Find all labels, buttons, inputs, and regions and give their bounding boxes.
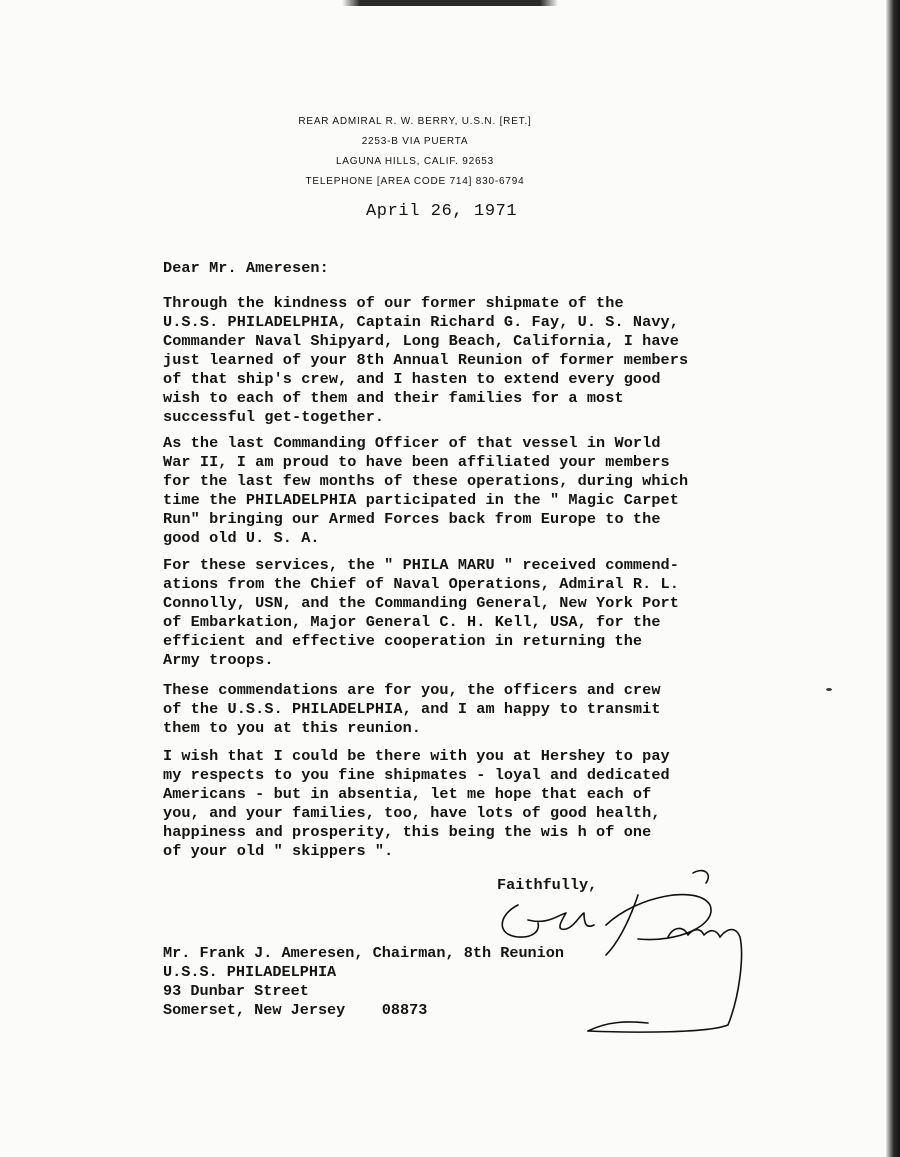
scan-top-edge [0, 0, 900, 6]
paragraph-5: I wish that I could be there with you at Hershey to pay my respects to you fine shipmates - loyal and dedicated Americans - but in absentia, let me hope that each of you, and your families, too, have lots of good health, happiness and prosperity, this being the wis h of one of your old " skippers ". [163, 747, 670, 860]
scan-right-edge [886, 0, 900, 1157]
salutation: Dear Mr. Ameresen: [163, 259, 329, 277]
recipient-address: Mr. Frank J. Ameresen, Chairman, 8th Reunion U.S.S. PHILADELPHIA 93 Dunbar Street Somerset, New Jersey 08873 [163, 944, 565, 1019]
letterhead [250, 112, 580, 192]
paragraph-4: These commendations are for you, the officers and crew of the U.S.S. PHILADELPHIA, and I am happy to transmit them to you at this reunion. [163, 681, 661, 737]
letterhead-city: LAGUNA HILLS, CALIF. 92653 [335, 156, 495, 167]
letterhead-telephone: TELEPHONE [AREA CODE 714] 830-6794 [305, 176, 525, 187]
closing: Faithfully, [497, 876, 598, 894]
paragraph-2: As the last Commanding Officer of that vessel in World War II, I am proud to have been affiliated your members for the last few months of these operations, during which time the PHILADELPHIA participated in the " Magic Carpet Run" bringing our Armed Forces back from Europe to the good old U. S. A. [163, 434, 689, 547]
scan-speck [826, 688, 832, 691]
paragraph-1: Through the kindness of our former shipmate of the U.S.S. PHILADELPHIA, Captain Richard G. Fay, U. S. Navy, Commander Naval Shipyard, Long Beach, California, I have just learned of your 8th Annual Reunion of former members of that ship's crew, and I hasten to extend every good wish to each of them and their families for a most successful get-together. [163, 294, 689, 426]
paragraph-3: For these services, the " PHILA MARU " received commend- ations from the Chief of Naval Operations, Admiral R. L. Connolly, USN, and the Commanding General, New York Port of Embarkation, Major General C. H. Kell, USA, for the efficient and effective cooperation in returning the Army troops. [163, 556, 679, 669]
letter-date: April 26, 1971 [366, 202, 518, 221]
letterhead-street: 2253-B VIA PUERTA [361, 136, 469, 147]
letterhead-name: REAR ADMIRAL R. W. BERRY, U.S.N. [RET.] [298, 116, 532, 127]
